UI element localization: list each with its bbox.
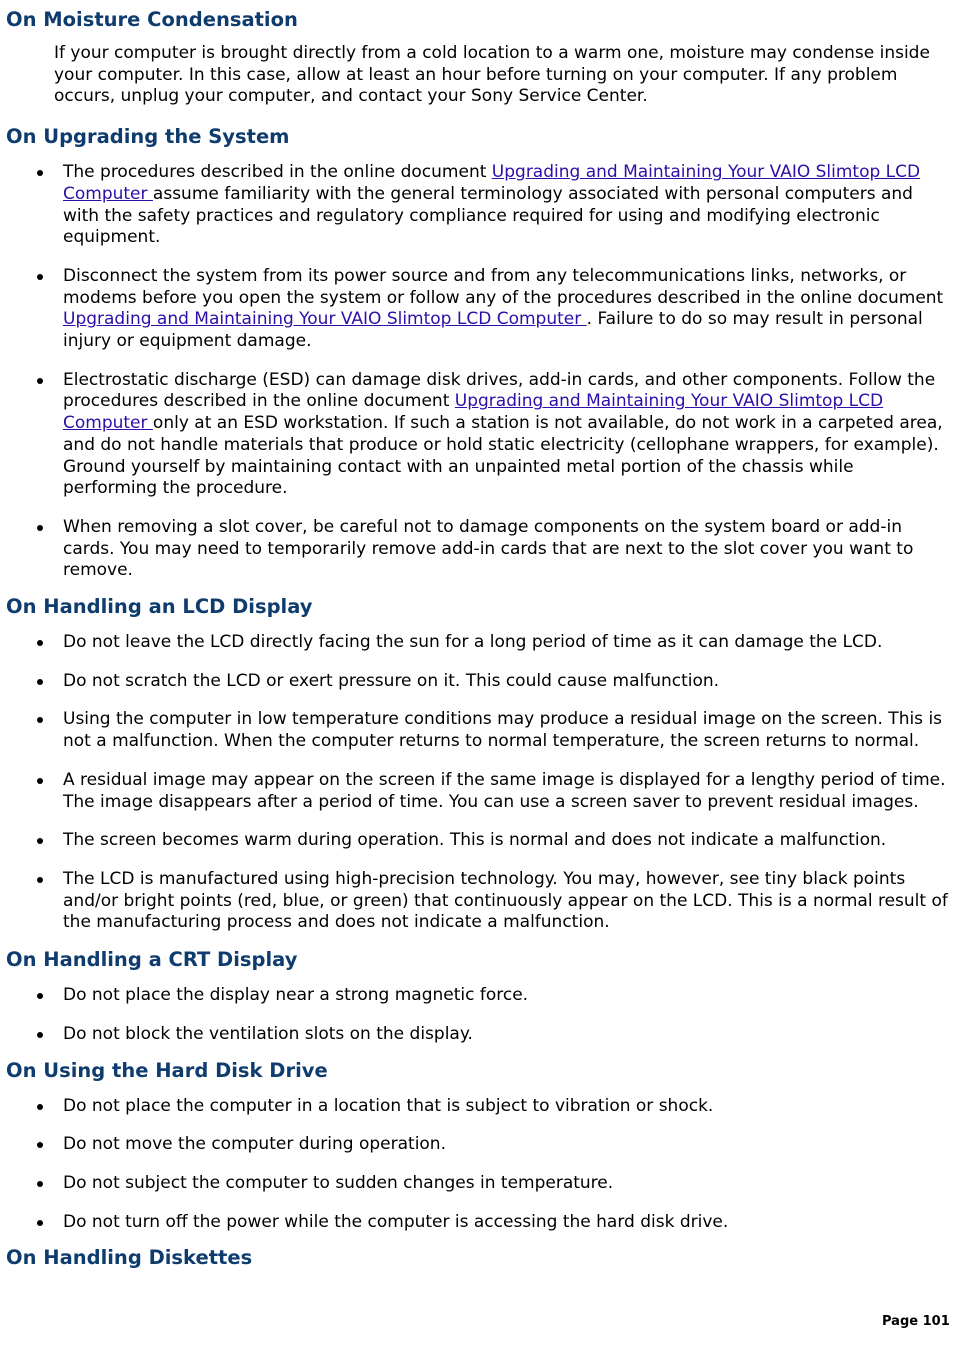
item-text: assume familiarity with the general terminology associated with personal computers and with the safety practices and regulatory compliance required for using and modifying electronic equipment.: [63, 183, 913, 248]
list-item: Do not place the display near a strong magnetic force.: [63, 985, 949, 1007]
list-item: A residual image may appear on the screen if the same image is displayed for a lengthy period of time. The image disappears after a period of time. You can use a screen saver to prevent residual images.: [63, 770, 949, 813]
item-text: Disconnect the system from its power source and from any telecommunications links, networks, or modems before you open the system or follow any of the procedures described in the online document: [63, 265, 944, 308]
list-item: Do not place the computer in a location that is subject to vibration or shock.: [63, 1096, 949, 1118]
list-item: Using the computer in low temperature conditions may produce a residual image on the screen. This is not a malfunction. When the computer returns to normal temperature, the screen returns to normal.: [63, 709, 949, 752]
list-item: [63, 162, 949, 249]
upgrading-guide-link[interactable]: Upgrading and Maintaining Your VAIO Slimtop LCD Computer: [63, 391, 884, 434]
section-heading-diskettes: On Handling Diskettes: [6, 1246, 253, 1270]
section-heading-moisture: On Moisture Condensation: [6, 8, 298, 31]
item-text: The procedures described in the online document: [63, 162, 492, 183]
item-text: Electrostatic discharge (ESD) can damage disk drives, add-in cards, and other components. Follow the procedures described in the online document: [63, 369, 936, 412]
list-upgrading: [0, 162, 954, 582]
list-item: [63, 266, 949, 353]
list-item: Do not move the computer during operation.: [63, 1134, 949, 1156]
list-item: The LCD is manufactured using high-precision technology. You may, however, see tiny black points and/or bright points (red, blue, or green) that continuously appear on the LCD. This is a normal result of the manufacturing process and does not indicate a malfunction.: [63, 868, 948, 933]
list-lcd: [0, 632, 954, 934]
section-heading-crt: On Handling a CRT Display: [6, 948, 298, 972]
section-heading-hdd: On Using the Hard Disk Drive: [6, 1058, 328, 1082]
list-item: The screen becomes warm during operation. This is normal and does not indicate a malfunction.: [63, 830, 949, 852]
page-number: Page 101: [882, 1314, 950, 1329]
item-text: . Failure to do so may result in personal injury or equipment damage.: [63, 309, 923, 352]
list-item: [63, 370, 949, 500]
list-item: Do not block the ventilation slots on the display.: [63, 1024, 949, 1046]
upgrading-guide-link[interactable]: Upgrading and Maintaining Your VAIO Slimtop LCD Computer: [63, 309, 587, 330]
item-text: only at an ESD workstation. If such a station is not available, do not work in a carpeted area, and do not handle materials that produce or hold static electricity (cellophane wrappers, for example). Ground yourself by maintaining contact with an unpainted metal portion of the chassis while performing the procedure.: [63, 413, 943, 499]
list-crt: [0, 985, 954, 1045]
list-item: Do not subject the computer to sudden changes in temperature.: [63, 1173, 949, 1195]
list-item: When removing a slot cover, be careful not to damage components on the system board or add-in cards. You may need to temporarily remove add-in cards that are next to the slot cover you want to remove.: [63, 517, 949, 582]
section-heading-upgrading: On Upgrading the System: [6, 125, 290, 149]
section-heading-lcd: On Handling an LCD Display: [6, 595, 313, 619]
list-item: Do not leave the LCD directly facing the sun for a long period of time as it can damage the LCD.: [63, 632, 949, 654]
paragraph-moisture: If your computer is brought directly from a cold location to a warm one, moisture may condense inside your computer. In this case, allow at least an hour before turning on your computer. If any problem occurs, unplug your computer, and contact your Sony Service Center.: [54, 43, 930, 107]
upgrading-guide-link[interactable]: Upgrading and Maintaining Your VAIO Slimtop LCD Computer: [63, 162, 921, 204]
list-item: Do not turn off the power while the computer is accessing the hard disk drive.: [63, 1212, 949, 1234]
list-hdd: [0, 1096, 954, 1234]
list-item: Do not scratch the LCD or exert pressure on it. This could cause malfunction.: [63, 671, 949, 693]
